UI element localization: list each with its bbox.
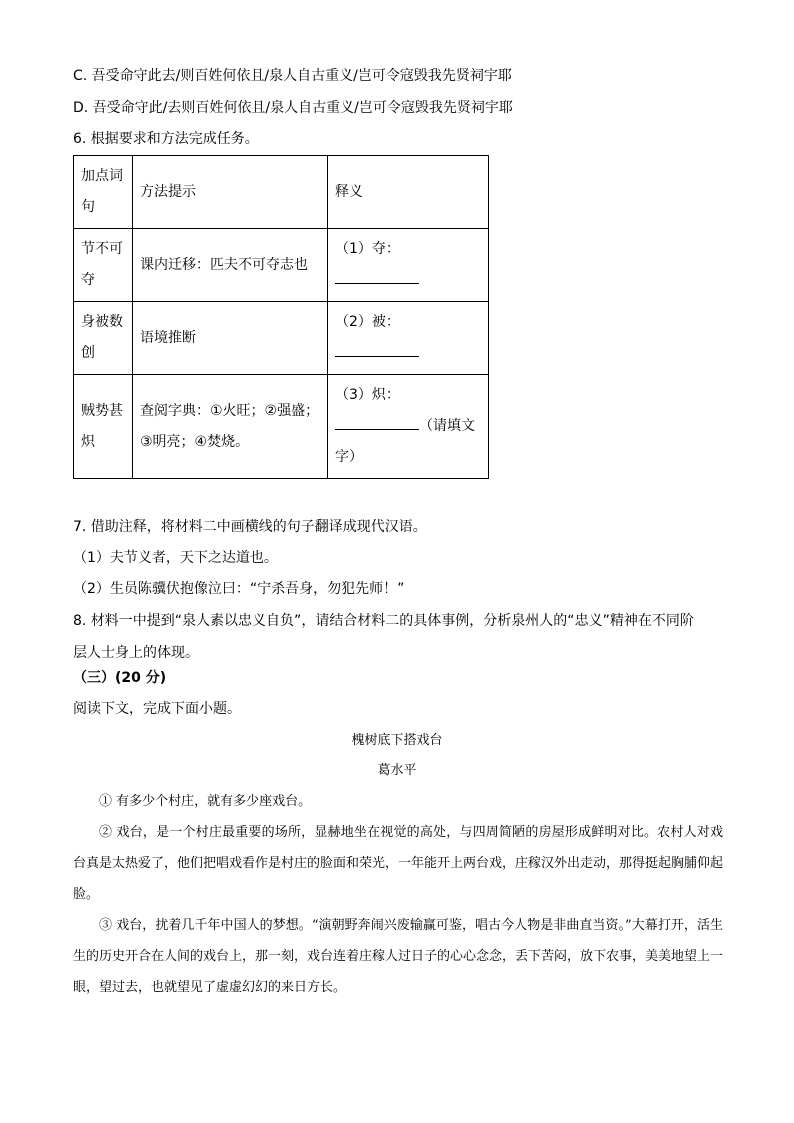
question-6-prompt: 6. 根据要求和方法完成任务。 [73, 131, 259, 147]
header-word: 加点词句 [74, 156, 133, 229]
table-row [74, 229, 489, 302]
row-answer-cell [328, 229, 489, 302]
option-d: D. 吾受命守此/去则百姓何依且/泉人自古重义/岂可令寇毁我先贤祠宇耶 [73, 100, 513, 116]
row-method: 查阅字典：①火旺；②强盛；③明亮；④焚烧。 [133, 375, 328, 479]
article-author: 葛水平 [377, 763, 417, 778]
row-answer-cell [328, 375, 489, 479]
row-method: 语境推断 [133, 302, 328, 375]
row-word: 贼势甚炽 [74, 375, 133, 479]
section-3-heading: （三）(20 分) [73, 670, 167, 686]
row-answer-label: （3）炽： [335, 387, 400, 403]
answer-hint: （请填文字） [335, 418, 475, 465]
answer-blank[interactable] [335, 265, 419, 284]
table-header-row [74, 156, 489, 229]
article-paragraph-2: ② 戏台，是一个村庄最重要的场所，显赫地坐在视觉的高处，与四周简陋的房屋形成鲜明对比。农村人对戏台真是太热爱了，他们把唱戏看作是村庄的脸面和荣光，一年能开上两台戏，庄稼汉外出走动，那得挺起胸脯仰起脸。 [73, 825, 724, 902]
row-method: 课内迁移：匹夫不可夺志也 [133, 229, 328, 302]
option-c: C. 吾受命守此去/则百姓何依且/泉人自古重义/岂可令寇毁我先贤祠宇耶 [73, 68, 512, 84]
row-answer-cell [328, 302, 489, 375]
question-7-prompt: 7. 借助注释，将材料二中画横线的句子翻译成现代汉语。 [73, 519, 427, 535]
question-7-sentence-2: （2）生员陈骥伏抱像泣曰：“宁杀吾身，勿犯先师！” [73, 581, 405, 597]
header-meaning: 释义 [328, 156, 489, 229]
question-8-line-2: 层人士身上的体现。 [73, 645, 199, 661]
table-row [74, 302, 489, 375]
row-answer-label: （2）被： [335, 314, 400, 330]
section-3-instruction: 阅读下文，完成下面小题。 [73, 701, 241, 717]
question-8-line-1: 8. 材料一中提到“泉人素以忠义自负”，请结合材料二的具体事例，分析泉州人的“忠义”精神在不同阶 [73, 613, 694, 629]
article-title: 槐树底下搭戏台 [351, 733, 443, 748]
question-7-sentence-1: （1）夫节义者，天下之达道也。 [73, 550, 278, 566]
answer-blank[interactable] [335, 411, 419, 430]
article-paragraph-1: ① 有多少个村庄，就有多少座戏台。 [99, 794, 312, 809]
header-method: 方法提示 [133, 156, 328, 229]
table-row [74, 375, 489, 479]
article-paragraph-3: ③ 戏台，扰着几千年中国人的梦想。“演朝野奔闹兴废输赢可鉴，唱古今人物是非曲直当资。”大幕打开，活生生的历史开合在人间的戏台上，那一刻，戏台连着庄稼人过日子的心心念念，丢下苦闷，放下农事，美美地望上一眼，望过去，也就望见了虚虚幻幻的来日方长。 [73, 918, 724, 995]
answer-blank[interactable] [335, 338, 419, 357]
row-word: 身被数创 [74, 302, 133, 375]
row-answer-label: （1）夺： [335, 241, 400, 257]
row-word: 节不可夺 [74, 229, 133, 302]
word-meaning-table [73, 155, 489, 479]
